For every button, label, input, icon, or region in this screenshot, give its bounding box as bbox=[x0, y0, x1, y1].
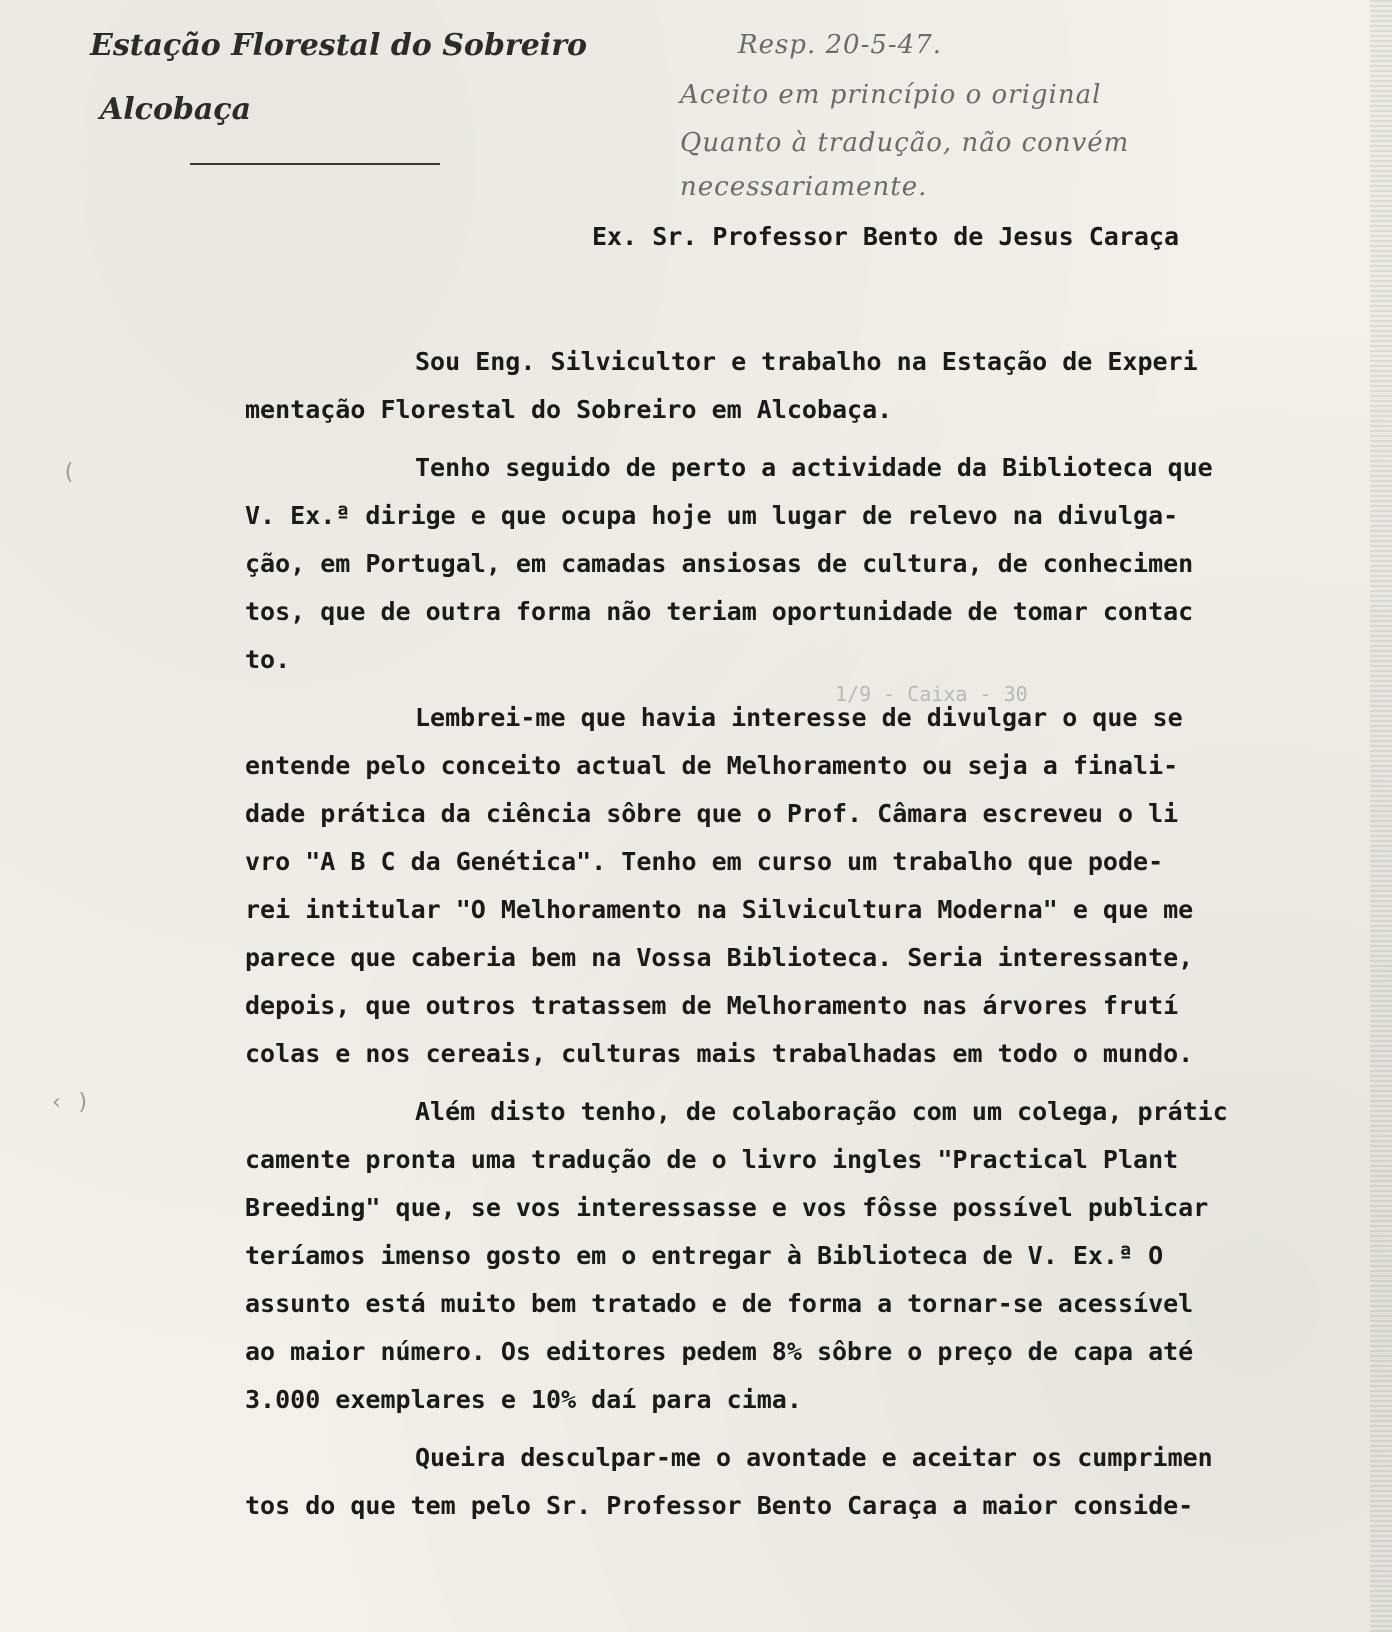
text-line: V. Ex.ª dirige e que ocupa hoje um lugar de relevo na divulga- bbox=[245, 501, 1179, 530]
paragraph bbox=[245, 694, 1310, 1078]
paragraph bbox=[245, 338, 1310, 434]
letter-body bbox=[245, 338, 1310, 1530]
text-line: rei intitular "O Melhoramento na Silvicultura Moderna" e que me bbox=[245, 895, 1194, 924]
text-line: depois, que outros tratassem de Melhoramento nas árvores frutí bbox=[245, 991, 1179, 1020]
text-line: Tenho seguido de perto a actividade da Biblioteca que bbox=[415, 453, 1213, 482]
text-line: teríamos imenso gosto em o entregar à Biblioteca de V. Ex.ª O bbox=[245, 1241, 1164, 1270]
text-line: Lembrei-me que havia interesse de divulgar o que se bbox=[415, 703, 1183, 732]
text-line: ao maior número. Os editores pedem 8% sôbre o preço de capa até bbox=[245, 1337, 1194, 1366]
margin-mark: ( bbox=[62, 460, 76, 485]
text-line: mentação Florestal do Sobreiro em Alcobaça. bbox=[245, 395, 893, 424]
handwritten-reply-date: Resp. 20-5-47. bbox=[738, 30, 943, 60]
handwritten-underline bbox=[190, 163, 440, 165]
text-line: Queira desculpar-me o avontade e aceitar os cumprimen bbox=[415, 1443, 1213, 1472]
paragraph bbox=[245, 1434, 1310, 1530]
text-line: tos, que de outra forma não teriam oportunidade de tomar contac bbox=[245, 597, 1194, 626]
text-line: vro "A B C da Genética". Tenho em curso um trabalho que pode- bbox=[245, 847, 1164, 876]
paragraph bbox=[245, 1088, 1310, 1424]
handwritten-reply-line: Quanto à tradução, não convém bbox=[680, 128, 1130, 158]
text-line: parece que caberia bem na Vossa Biblioteca. Seria interessante, bbox=[245, 943, 1194, 972]
text-line: entende pelo conceito actual de Melhoramento ou seja a finali- bbox=[245, 751, 1179, 780]
margin-mark: ‹ ) bbox=[50, 1090, 90, 1115]
text-line: tos do que tem pelo Sr. Professor Bento Caraça a maior conside- bbox=[245, 1491, 1194, 1520]
scanner-edge bbox=[1370, 0, 1392, 1632]
handwritten-reply-line: necessariamente. bbox=[680, 172, 928, 202]
paragraph bbox=[245, 444, 1310, 684]
text-line: Sou Eng. Silvicultor e trabalho na Estação de Experi bbox=[415, 347, 1198, 376]
handwritten-reply-line: Aceito em princípio o original bbox=[680, 80, 1102, 110]
text-line: dade prática da ciência sôbre que o Prof. Câmara escreveu o li bbox=[245, 799, 1179, 828]
archive-stamp: 1/9 - Caixa - 30 bbox=[835, 682, 1028, 706]
text-line: Além disto tenho, de colaboração com um colega, prátic bbox=[415, 1097, 1228, 1126]
text-line: colas e nos cereais, culturas mais trabalhadas em todo o mundo. bbox=[245, 1039, 1194, 1068]
handwritten-sender: Estação Florestal do Sobreiro bbox=[90, 28, 588, 63]
text-line: 3.000 exemplares e 10% daí para cima. bbox=[245, 1385, 802, 1414]
text-line: ção, em Portugal, em camadas ansiosas de cultura, de conhecimen bbox=[245, 549, 1194, 578]
text-line: to. bbox=[245, 645, 291, 674]
handwritten-location: Alcobaça bbox=[100, 92, 252, 127]
text-line: camente pronta uma tradução de o livro ingles "Practical Plant bbox=[245, 1145, 1179, 1174]
text-line: Breeding" que, se vos interessasse e vos fôsse possível publicar bbox=[245, 1193, 1209, 1222]
text-line: assunto está muito bem tratado e de forma a tornar-se acessível bbox=[245, 1289, 1194, 1318]
addressee: Ex. Sr. Professor Bento de Jesus Caraça bbox=[592, 222, 1179, 251]
